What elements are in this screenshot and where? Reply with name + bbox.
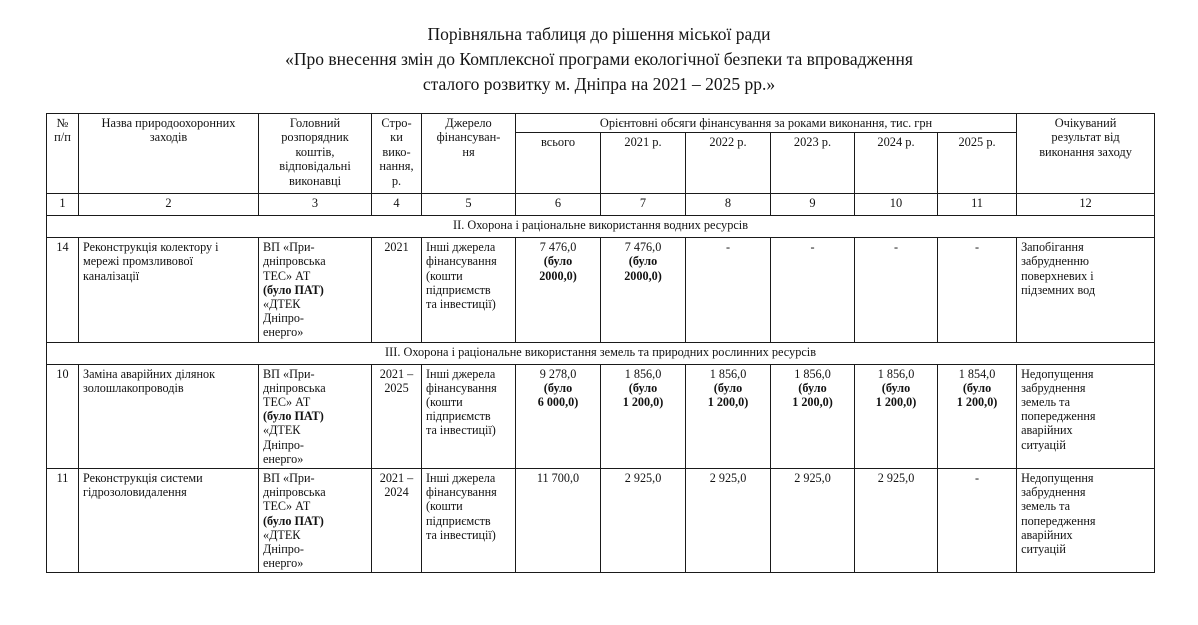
res-line1: Недопущення — [1021, 366, 1094, 381]
src-line5: та інвестиції) — [426, 423, 496, 438]
name-line2: мережі промзливової — [83, 254, 194, 269]
term-line2: 2025 — [384, 380, 409, 395]
header-term-line3: вико- — [382, 144, 411, 159]
cell-measure-name — [79, 238, 259, 342]
y2025-value: 1 854,0 — [958, 366, 996, 381]
cell-year-2021: 2 925,0 — [601, 469, 686, 573]
src-line3: (кошти — [426, 268, 463, 283]
cell-administrator — [259, 469, 372, 573]
res-line3: поверхневих і — [1021, 268, 1094, 283]
cell-total: 11 700,0 — [516, 469, 601, 573]
header-measure-name — [79, 114, 259, 194]
res-line2: забруднення — [1021, 485, 1086, 500]
colnum-8: 8 — [686, 194, 771, 216]
cell-measure-name — [79, 469, 259, 573]
res-line6: ситуацій — [1021, 542, 1066, 557]
comparison-table-wrapper — [46, 113, 1154, 573]
res-line5: аварійних — [1021, 423, 1073, 438]
y2023-was-line1: (було — [798, 380, 827, 395]
table-row — [47, 238, 1155, 342]
header-year-2023: 2023 р. — [771, 133, 855, 194]
header-term-line5: р. — [391, 173, 402, 188]
y2023-value: 1 856,0 — [794, 366, 831, 381]
cell-year-2024: 2 925,0 — [855, 469, 938, 573]
y2021-value: 7 476,0 — [624, 240, 662, 255]
header-year-2024: 2024 р. — [855, 133, 938, 194]
header-year-2021: 2021 р. — [601, 133, 686, 194]
colnum-1: 1 — [47, 194, 79, 216]
src-line5: та інвестиції) — [426, 297, 496, 312]
org-line5: Дніпро- — [263, 437, 304, 452]
cell-year-2025: - — [938, 238, 1017, 342]
header-year-2025: 2025 р. — [938, 133, 1017, 194]
header-finance-group: Орієнтовні обсяги фінансування за роками виконання, тис. грн — [516, 114, 1017, 133]
header-result-line3: виконання заходу — [1039, 144, 1132, 159]
header-org-line3: коштів, — [295, 144, 335, 159]
res-line2: забрудненню — [1021, 254, 1090, 269]
header-no-line2: п/п — [54, 130, 71, 145]
header-name-line2: заходів — [149, 130, 188, 145]
y2021-was-line2: 1 200,0) — [622, 395, 664, 410]
y2022-was-line1: (було — [713, 380, 743, 395]
table-row — [47, 364, 1155, 468]
res-line1: Запобігання — [1021, 240, 1084, 255]
cell-no: 10 — [47, 364, 79, 468]
org-line6: енерго» — [263, 325, 304, 340]
total-was-line1: (було — [543, 254, 573, 269]
cell-term — [372, 469, 422, 573]
res-line4: попередження — [1021, 513, 1096, 528]
term-line1: 2021 – — [379, 366, 414, 381]
res-line4: підземних вод — [1021, 282, 1096, 297]
header-result-line1: Очікуваний — [1054, 116, 1117, 130]
section-heading-2: II. Охорона і раціональне використання водних ресурсів — [47, 216, 1155, 238]
title-line-2: «Про внесення змін до Комплексної програми екологічної безпеки та впровадження — [285, 49, 913, 69]
org-line5: Дніпро- — [263, 311, 304, 326]
org-line1: ВП «При- — [263, 366, 315, 381]
cell-year-2021 — [601, 364, 686, 468]
src-line2: фінансування — [426, 254, 497, 269]
comparison-table — [46, 113, 1155, 573]
y2024-was-line2: 1 200,0) — [875, 395, 917, 410]
y2023-was-line2: 1 200,0) — [792, 395, 833, 410]
res-line3: земель та — [1021, 499, 1070, 514]
header-org-line2: розпорядник — [281, 130, 349, 145]
res-line2: забруднення — [1021, 380, 1086, 395]
y2021-was-line1: (було — [628, 254, 658, 269]
y2025-was-line1: (було — [962, 380, 992, 395]
org-line4: «ДТЕК — [263, 527, 301, 542]
header-funding-source — [422, 114, 516, 194]
cell-year-2024 — [855, 364, 938, 468]
total-value: 9 278,0 — [539, 366, 577, 381]
src-line1: Інші джерела — [426, 366, 496, 381]
header-expected-result — [1017, 114, 1155, 194]
org-line2: дніпровська — [263, 254, 326, 269]
y2022-was-line2: 1 200,0) — [707, 395, 749, 410]
cell-term: 2021 — [372, 238, 422, 342]
src-line2: фінансування — [426, 485, 497, 500]
res-line5: аварійних — [1021, 527, 1073, 542]
cell-administrator — [259, 364, 372, 468]
cell-year-2022: 2 925,0 — [686, 469, 771, 573]
cell-year-2025: - — [938, 469, 1017, 573]
cell-administrator — [259, 238, 372, 342]
src-line5: та інвестиції) — [426, 527, 496, 542]
org-line6: енерго» — [263, 556, 304, 571]
org-was-note: (було ПАТ) — [263, 282, 324, 297]
cell-term — [372, 364, 422, 468]
header-org-line5: виконавці — [288, 173, 342, 188]
src-line1: Інші джерела — [426, 471, 496, 486]
section-heading-row-2 — [47, 216, 1155, 238]
res-line1: Недопущення — [1021, 471, 1094, 486]
cell-expected-result — [1017, 469, 1155, 573]
section-heading-3: III. Охорона і раціональне використання земель та природних рослинних ресурсів — [47, 342, 1155, 364]
name-line2: гідрозоловидалення — [83, 485, 187, 500]
total-value: 7 476,0 — [539, 240, 577, 255]
header-org-line4: відповідальні — [279, 159, 351, 174]
colnum-9: 9 — [771, 194, 855, 216]
colnum-2: 2 — [79, 194, 259, 216]
colnum-5: 5 — [422, 194, 516, 216]
y2024-was-line1: (було — [881, 380, 911, 395]
header-term-line1: Стро- — [381, 116, 412, 130]
cell-year-2021 — [601, 238, 686, 342]
cell-year-2023 — [771, 364, 855, 468]
cell-no: 14 — [47, 238, 79, 342]
name-line1: Реконструкція системи — [83, 471, 203, 486]
org-line5: Дніпро- — [263, 542, 304, 557]
colnum-6: 6 — [516, 194, 601, 216]
org-line3: ТЕС» АТ — [263, 499, 311, 514]
colnum-11: 11 — [938, 194, 1017, 216]
colnum-10: 10 — [855, 194, 938, 216]
colnum-7: 7 — [601, 194, 686, 216]
org-line2: дніпровська — [263, 485, 326, 500]
res-line3: земель та — [1021, 395, 1070, 410]
cell-expected-result — [1017, 238, 1155, 342]
name-line3: каналізації — [83, 268, 140, 283]
src-line3: (кошти — [426, 499, 463, 514]
header-source-line1: Джерело — [445, 116, 492, 130]
src-line4: підприємств — [426, 282, 491, 297]
table-row — [47, 469, 1155, 573]
cell-year-2024: - — [855, 238, 938, 342]
y2025-was-line2: 1 200,0) — [956, 395, 998, 410]
header-main-administrator — [259, 114, 372, 194]
table-header-row-1 — [47, 114, 1155, 133]
header-result-line2: результат від — [1051, 130, 1120, 145]
cell-funding-source — [422, 469, 516, 573]
y2024-value: 1 856,0 — [877, 366, 915, 381]
org-line1: ВП «При- — [263, 240, 315, 255]
y2021-was-line2: 2000,0) — [624, 268, 662, 283]
header-name-line1: Назва природоохоронних — [101, 116, 236, 130]
title-line-3: сталого розвитку м. Дніпра на 2021 – 2025 рр.» — [422, 74, 776, 94]
total-was-line2: 2000,0) — [539, 268, 577, 283]
title-line-1: Порівняльна таблиця до рішення міської ради — [427, 24, 771, 44]
header-term-line2: ки — [390, 130, 403, 145]
y2022-value: 1 856,0 — [709, 366, 747, 381]
section-heading-row-3 — [47, 342, 1155, 364]
cell-year-2023: 2 925,0 — [771, 469, 855, 573]
cell-funding-source — [422, 364, 516, 468]
y2021-was-line1: (було — [628, 380, 658, 395]
res-line4: попередження — [1021, 409, 1096, 424]
org-line3: ТЕС» АТ — [263, 395, 311, 410]
res-line6: ситуацій — [1021, 437, 1066, 452]
header-source-line3: ня — [462, 144, 475, 159]
cell-year-2025 — [938, 364, 1017, 468]
header-term — [372, 114, 422, 194]
org-was-note: (було ПАТ) — [263, 409, 324, 424]
cell-year-2022: - — [686, 238, 771, 342]
org-line4: «ДТЕК — [263, 423, 301, 438]
cell-total — [516, 238, 601, 342]
src-line1: Інші джерела — [426, 240, 496, 255]
src-line4: підприємств — [426, 513, 491, 528]
src-line2: фінансування — [426, 380, 497, 395]
header-source-line2: фінансуван- — [436, 130, 501, 145]
total-was-line1: (було — [543, 380, 573, 395]
document-title — [0, 22, 1198, 97]
name-line1: Заміна аварійних ділянок — [83, 366, 216, 381]
org-line3: ТЕС» АТ — [263, 268, 311, 283]
cell-year-2022 — [686, 364, 771, 468]
name-line1: Реконструкція колектору і — [83, 240, 219, 255]
org-line2: дніпровська — [263, 380, 326, 395]
src-line3: (кошти — [426, 395, 463, 410]
header-no — [47, 114, 79, 194]
colnum-3: 3 — [259, 194, 372, 216]
cell-no: 11 — [47, 469, 79, 573]
cell-expected-result — [1017, 364, 1155, 468]
cell-year-2023: - — [771, 238, 855, 342]
header-no-line1: № — [56, 116, 69, 130]
header-org-line1: Головний — [289, 116, 341, 130]
header-year-2022: 2022 р. — [686, 133, 771, 194]
cell-total — [516, 364, 601, 468]
term-line1: 2021 – — [379, 471, 414, 486]
column-number-row — [47, 194, 1155, 216]
org-was-note: (було ПАТ) — [263, 513, 324, 528]
name-line2: золошлакопроводів — [83, 380, 184, 395]
src-line4: підприємств — [426, 409, 491, 424]
cell-measure-name — [79, 364, 259, 468]
total-was-line2: 6 000,0) — [537, 395, 579, 410]
header-term-line4: нання, — [379, 159, 414, 174]
org-line6: енерго» — [263, 451, 304, 466]
term-line2: 2024 — [384, 485, 409, 500]
colnum-12: 12 — [1017, 194, 1155, 216]
org-line4: «ДТЕК — [263, 297, 301, 312]
y2021-value: 1 856,0 — [624, 366, 662, 381]
header-total: всього — [516, 133, 601, 194]
cell-funding-source — [422, 238, 516, 342]
org-line1: ВП «При- — [263, 471, 315, 486]
colnum-4: 4 — [372, 194, 422, 216]
